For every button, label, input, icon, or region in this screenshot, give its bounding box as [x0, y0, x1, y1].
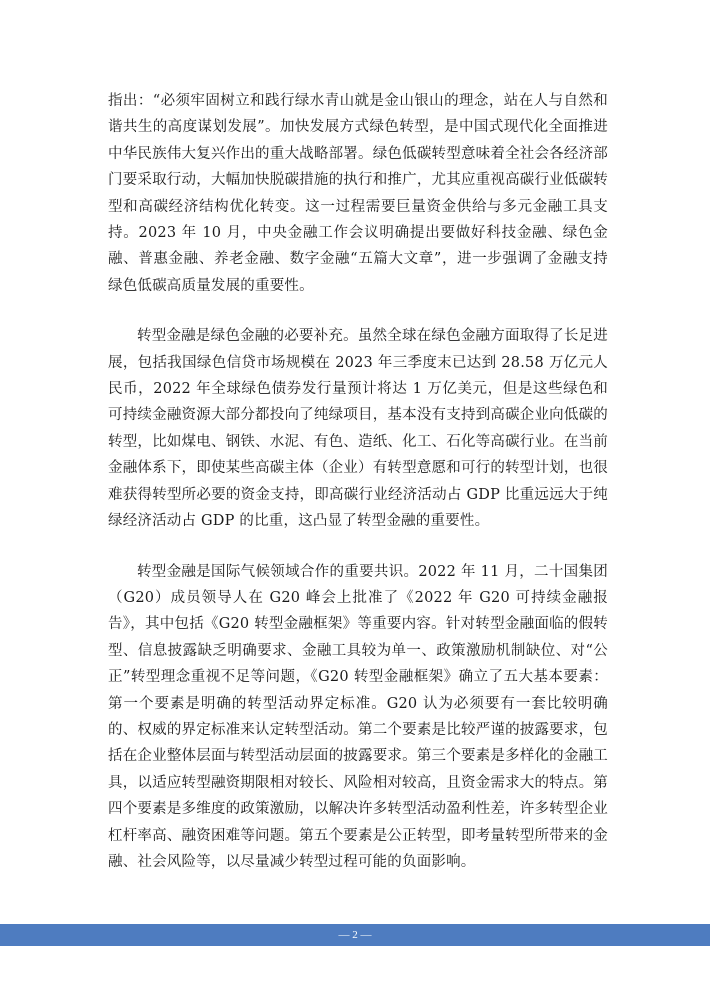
- page-number: — 2 —: [338, 929, 372, 941]
- document-body: [108, 88, 608, 875]
- paragraph-g20-consensus: 转型金融是国际气候领域合作的重要共识。2022 年 11 月，二十国集团（G20）成员领导人在 G20 峰会上批准了《2022 年 G20 可持续金融报告》，其中包括《G20 转型金融框架》等重要内容。针对转型金融面临的假转型、信息披露缺乏明确要求、金融工具较为单一、政策激励机制缺位、对“公正”转型理念重视不足等问题，《G20 转型金融框架》确立了五大基本要素：第一个要素是明确的转型活动界定标准。G20 认为必须要有一套比较明确的、权威的界定标准来认定转型活动。第二个要素是比较严谨的披露要求，包括在企业整体层面与转型活动层面的披露要求。第三个要素是多样化的金融工具，以适应转型融资期限相对较长、风险相对较高，且资金需求大的特点。第四个要素是多维度的政策激励，以解决许多转型活动盈利性差，许多转型企业杠杆率高、融资困难等问题。第五个要素是公正转型，即考量转型所带来的金融、社会风险等，以尽量减少转型过程可能的负面影响。: [108, 563, 608, 870]
- paragraph-transition-finance-supplement: 转型金融是绿色金融的必要补充。虽然全球在绿色金融方面取得了长足进展，包括我国绿色信贷市场规模在 2023 年三季度末已达到 28.58 万亿元人民币，2022 年全球绿色债券发行量预计将达 1 万亿美元，但是这些绿色和可持续金融资源大部分都投向了纯绿项目，基本没有支持到高碳企业向低碳的转型，比如煤电、钢铁、水泥、有色、造纸、化工、石化等高碳行业。在当前金融体系下，即使某些高碳主体（企业）有转型意愿和可行的转型计划，也很难获得转型所必要的资金支持，即高碳行业经济活动占 GDP 比重远远大于纯绿经济活动占 GDP 的比重，这凸显了转型金融的重要性。: [108, 328, 608, 530]
- paragraph-continuation: 指出：“必须牢固树立和践行绿水青山就是金山银山的理念，站在人与自然和谐共生的高度谋划发展”。加快发展方式绿色转型，是中国式现代化全面推进中华民族伟大复兴作出的重大战略部署。绿色低碳转型意味着全社会各经济部门要采取行动，大幅加快脱碳措施的执行和推广，尤其应重视高碳行业低碳转型和高碳经济结构优化转变。这一过程需要巨量资金供给与多元金融工具支持。2023 年 10 月，中央金融工作会议明确提出要做好科技金融、绿色金融、普惠金融、养老金融、数字金融“五篇大文章”，进一步强调了金融支持绿色低碳高质量发展的重要性。: [108, 93, 608, 294]
